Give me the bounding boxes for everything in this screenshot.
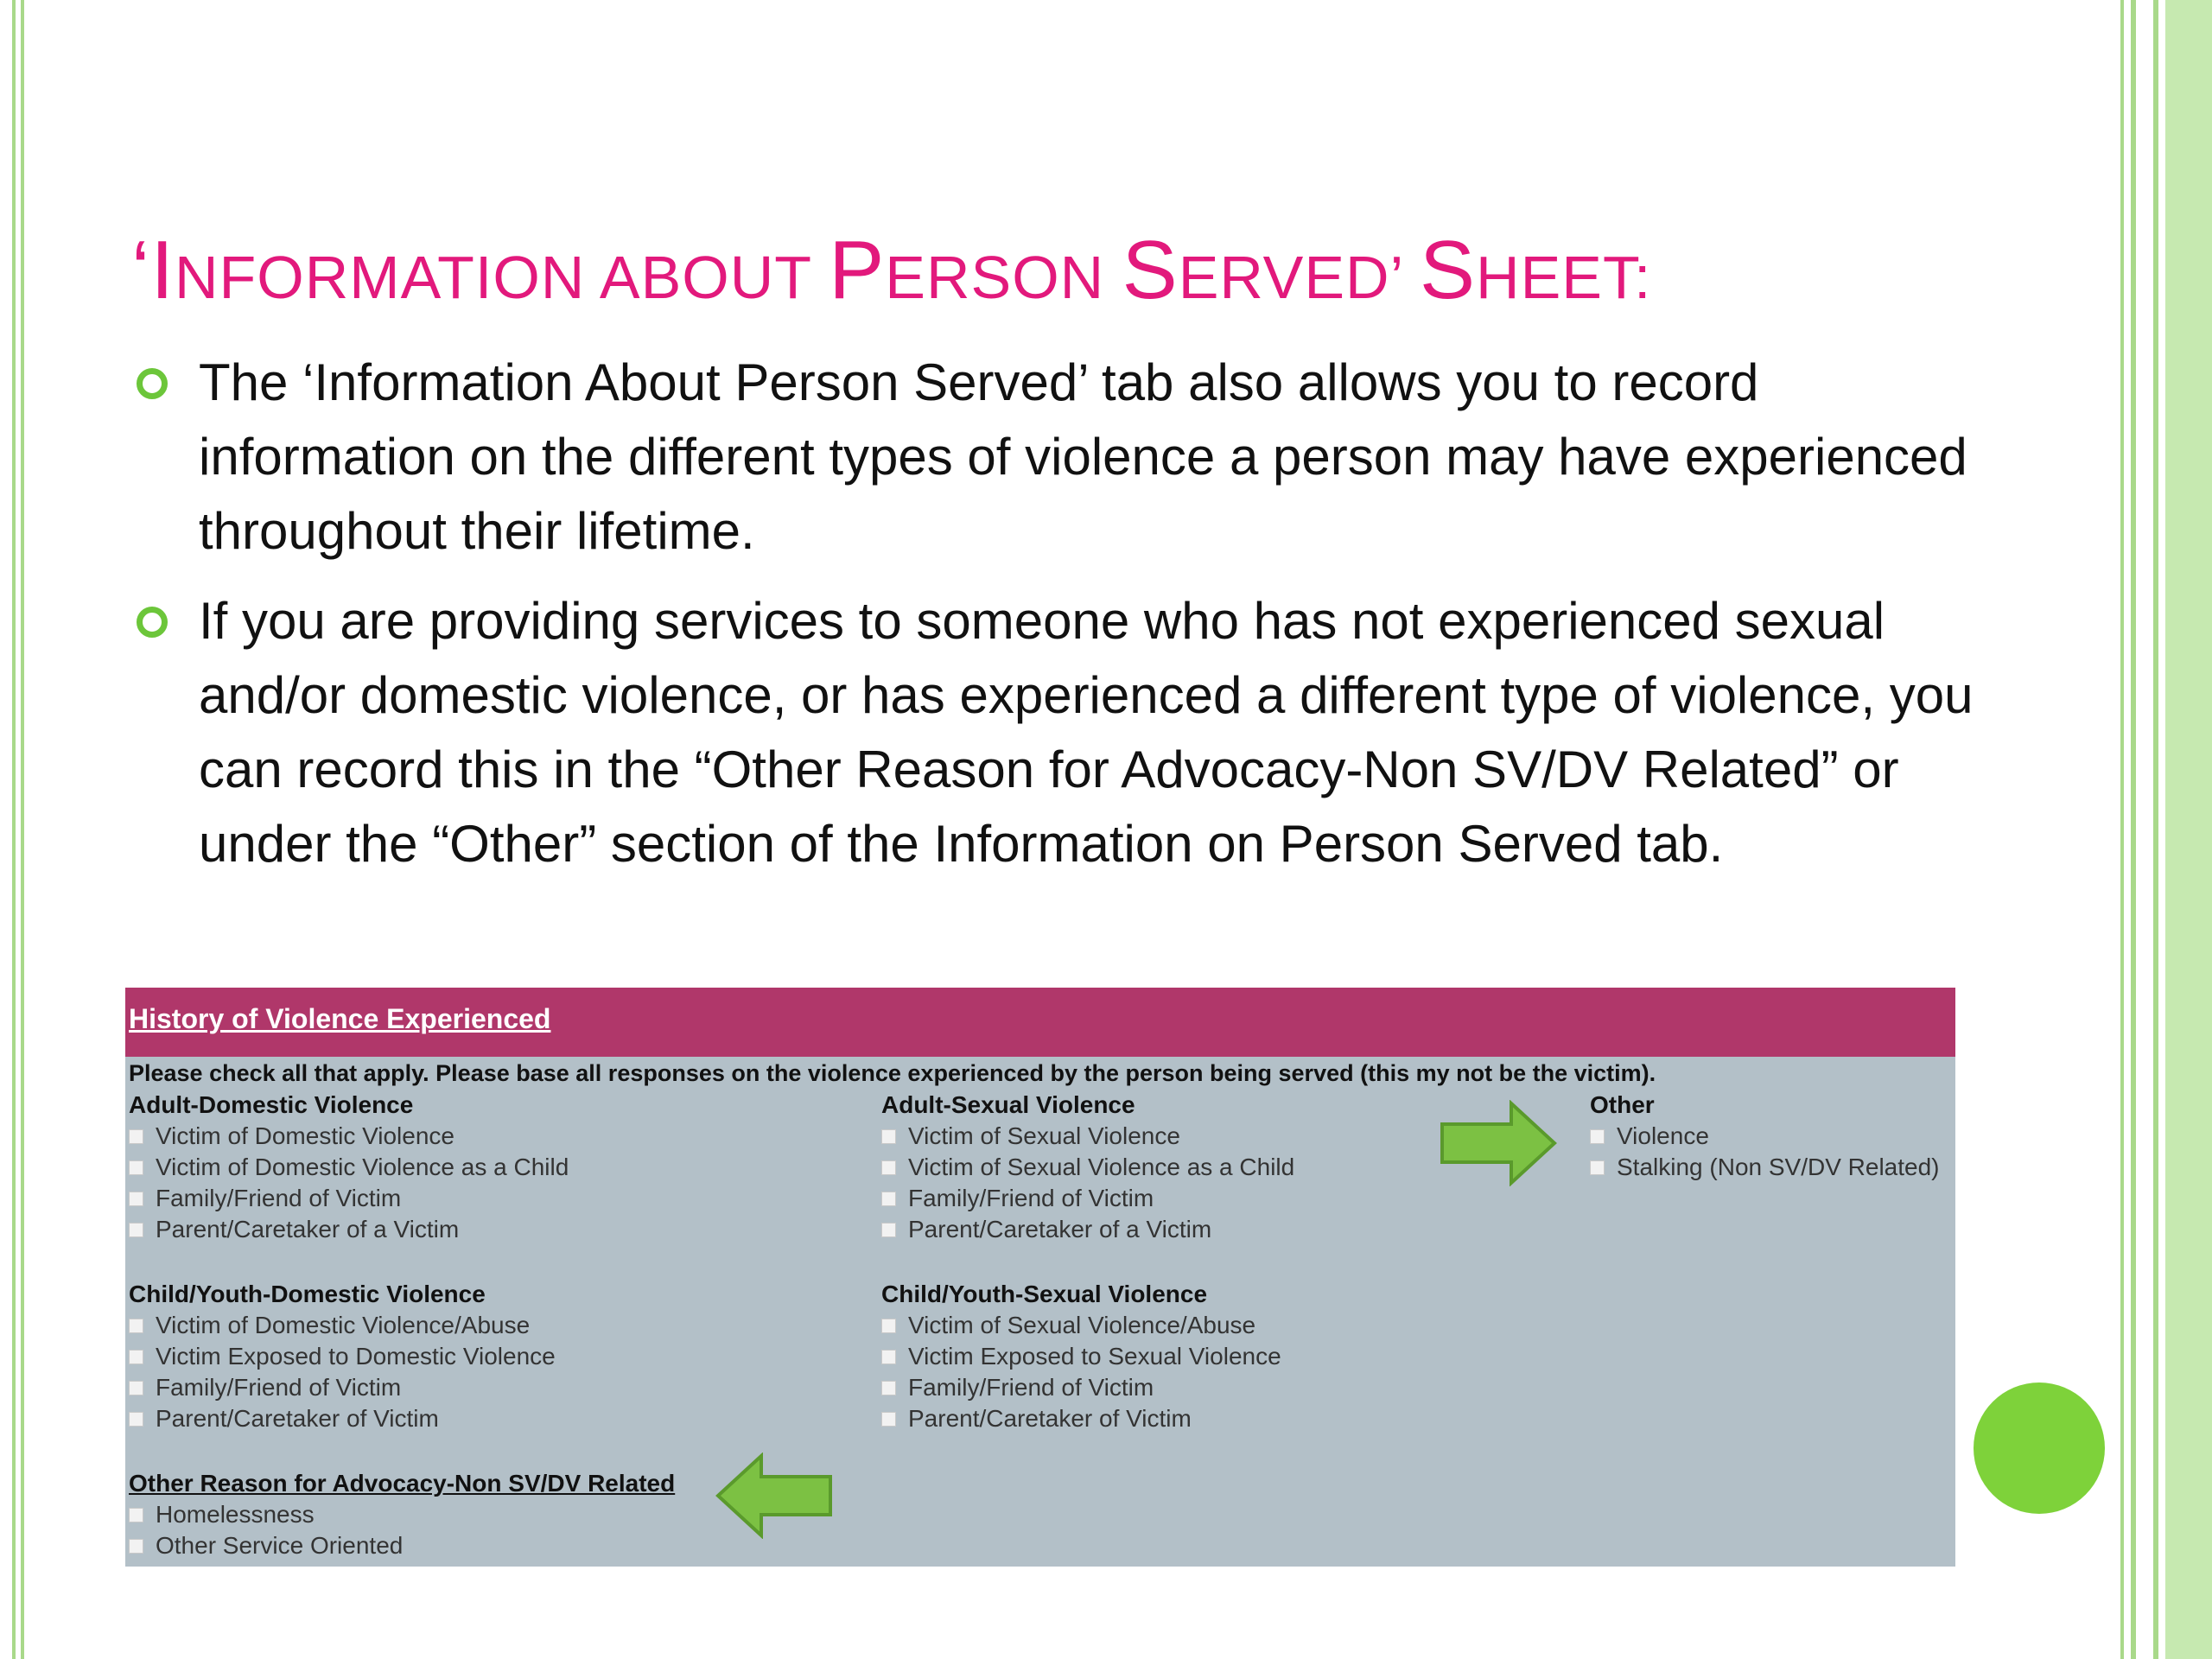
option-label: Victim of Sexual Violence [908, 1122, 1180, 1149]
option-row[interactable] [129, 1121, 569, 1152]
checkbox[interactable] [881, 1192, 896, 1206]
right-border-line [2153, 0, 2158, 1659]
option-row[interactable] [129, 1310, 556, 1341]
checkbox[interactable] [129, 1508, 143, 1522]
bullet-circle-icon [137, 368, 168, 399]
checkbox[interactable] [129, 1319, 143, 1333]
form-instructions: Please check all that apply. Please base all responses on the violence experienced by the person being served (this my not be the victim). [129, 1060, 1656, 1086]
checkbox[interactable] [129, 1412, 143, 1427]
checkbox[interactable] [1590, 1129, 1605, 1144]
violence-history-form [125, 988, 1955, 1567]
group-title: Other [1590, 1091, 1655, 1118]
checkbox[interactable] [129, 1539, 143, 1554]
checkbox[interactable] [881, 1129, 896, 1144]
bullet-circle-icon [137, 607, 168, 638]
option-label: Victim Exposed to Domestic Violence [156, 1343, 556, 1370]
option-label: Stalking (Non SV/DV Related) [1617, 1154, 1940, 1180]
option-row[interactable] [129, 1530, 675, 1561]
slide-title: ‘INFORMATION ABOUT PERSON SERVED’ SHEET: [131, 224, 1652, 316]
right-border-line [2131, 0, 2136, 1659]
option-label: Parent/Caretaker of a Victim [908, 1216, 1212, 1243]
group-other-reason-advocacy [129, 1468, 675, 1561]
option-row[interactable] [881, 1152, 1294, 1183]
option-label: Parent/Caretaker of Victim [156, 1405, 439, 1432]
option-row[interactable] [881, 1121, 1294, 1152]
group-other [1590, 1090, 1940, 1183]
group-child-sexual-violence [881, 1279, 1281, 1434]
checkbox[interactable] [881, 1381, 896, 1395]
form-header-link[interactable]: History of Violence Experienced [129, 1003, 551, 1034]
checkbox[interactable] [129, 1350, 143, 1364]
checkbox[interactable] [129, 1129, 143, 1144]
option-label: Homelessness [156, 1501, 315, 1528]
group-title: Adult-Sexual Violence [881, 1091, 1135, 1118]
option-label: Other Service Oriented [156, 1532, 404, 1559]
checkbox[interactable] [129, 1160, 143, 1175]
option-row[interactable] [129, 1499, 675, 1530]
option-label: Family/Friend of Victim [908, 1185, 1154, 1211]
group-title: Adult-Domestic Violence [129, 1091, 414, 1118]
option-row[interactable] [129, 1214, 569, 1245]
right-border-band [2165, 0, 2212, 1659]
option-row[interactable] [881, 1403, 1281, 1434]
option-label: Victim of Domestic Violence [156, 1122, 454, 1149]
option-row[interactable] [881, 1372, 1281, 1403]
option-row[interactable] [1590, 1152, 1940, 1183]
checkbox[interactable] [129, 1381, 143, 1395]
option-label: Victim of Domestic Violence/Abuse [156, 1312, 531, 1338]
option-row[interactable] [1590, 1121, 1940, 1152]
checkbox[interactable] [1590, 1160, 1605, 1175]
option-row[interactable] [129, 1152, 569, 1183]
group-title: Child/Youth-Domestic Violence [129, 1281, 486, 1307]
arrow-left-icon [713, 1452, 834, 1539]
form-header-bar [125, 988, 1955, 1057]
option-row[interactable] [881, 1310, 1281, 1341]
checkbox[interactable] [129, 1192, 143, 1206]
option-label: Victim of Domestic Violence as a Child [156, 1154, 569, 1180]
option-row[interactable] [881, 1183, 1294, 1214]
option-label: Violence [1617, 1122, 1709, 1149]
group-adult-domestic-violence [129, 1090, 569, 1245]
option-row[interactable] [881, 1341, 1281, 1372]
option-row[interactable] [881, 1214, 1294, 1245]
left-border-line [21, 0, 24, 1659]
option-label: Parent/Caretaker of Victim [908, 1405, 1192, 1432]
option-label: Family/Friend of Victim [156, 1185, 402, 1211]
group-title-link[interactable]: Other Reason for Advocacy-Non SV/DV Related [129, 1470, 676, 1497]
option-label: Parent/Caretaker of a Victim [156, 1216, 460, 1243]
option-row[interactable] [129, 1403, 556, 1434]
option-label: Victim of Sexual Violence as a Child [908, 1154, 1295, 1180]
group-title: Child/Youth-Sexual Violence [881, 1281, 1208, 1307]
bullet-item [137, 346, 1994, 569]
bullet-item [137, 584, 1994, 881]
arrow-right-icon [1439, 1100, 1560, 1186]
checkbox[interactable] [881, 1350, 896, 1364]
option-label: Victim of Sexual Violence/Abuse [908, 1312, 1256, 1338]
checkbox[interactable] [881, 1319, 896, 1333]
option-row[interactable] [129, 1183, 569, 1214]
checkbox[interactable] [881, 1223, 896, 1237]
bullet-list [137, 346, 1994, 897]
slide-right-border [2108, 0, 2212, 1659]
option-row[interactable] [129, 1341, 556, 1372]
checkbox[interactable] [881, 1160, 896, 1175]
bullet-text: The ‘Information About Person Served’ tab also allows you to record information on the different types of violence a person may have experienced throughout their lifetime. [199, 353, 1967, 560]
bullet-text: If you are providing services to someone who has not experienced sexual and/or domestic violence, or has experienced a different type of violence, you can record this in the “Other Reason for Advocacy-Non SV/DV Related” or under the “Other” section of the Information on Person Served tab. [199, 592, 1974, 873]
checkbox[interactable] [881, 1412, 896, 1427]
option-label: Family/Friend of Victim [908, 1374, 1154, 1401]
slide-left-border [0, 0, 29, 1659]
option-label: Family/Friend of Victim [156, 1374, 402, 1401]
checkbox[interactable] [129, 1223, 143, 1237]
option-label: Victim Exposed to Sexual Violence [908, 1343, 1281, 1370]
left-border-line [12, 0, 16, 1659]
right-border-line [2120, 0, 2124, 1659]
option-row[interactable] [129, 1372, 556, 1403]
group-adult-sexual-violence [881, 1090, 1294, 1245]
decorative-green-circle [1974, 1382, 2105, 1514]
group-child-domestic-violence [129, 1279, 556, 1434]
